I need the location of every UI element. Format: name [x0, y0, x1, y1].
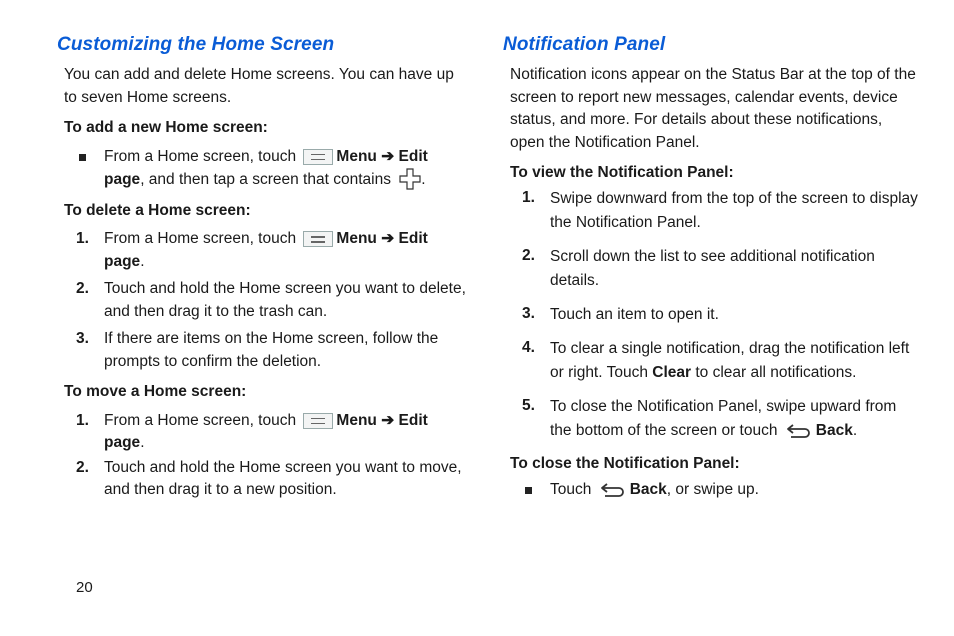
move-home-list	[57, 410, 467, 502]
list-item: 1. From a Home screen, touch Menu ➔ Edit page.	[76, 230, 428, 270]
list-item: 4. To clear a single notification, drag the notification left or right. Touch Clear to clear all notifications.	[522, 338, 910, 381]
delete-home-list	[57, 228, 467, 373]
list-item: Touch Back, or swipe up.	[503, 479, 918, 502]
add-screen-icon	[399, 168, 421, 190]
delete-home-heading: To delete a Home screen:	[64, 201, 251, 219]
list-item: 1. Swipe downward from the top of the screen to display the Notification Panel.	[522, 188, 918, 231]
customizing-intro: You can add and delete Home screens. You can have up to seven Home screens.	[64, 66, 454, 106]
list-item: 5. To close the Notification Panel, swipe upward from the bottom of the screen or touch Back.	[522, 396, 897, 439]
close-panel-heading: To close the Notification Panel:	[510, 454, 740, 472]
menu-icon	[303, 149, 333, 165]
menu-icon	[303, 231, 333, 247]
view-panel-heading: To view the Notification Panel:	[510, 164, 734, 181]
section-title-customizing: Customizing the Home Screen	[57, 34, 335, 55]
back-icon	[785, 422, 813, 440]
view-panel-list	[503, 187, 918, 443]
right-column	[503, 34, 918, 512]
back-icon	[599, 481, 627, 499]
move-home-heading: To move a Home screen:	[64, 383, 247, 400]
list-item: 3. If there are items on the Home screen, follow the prompts to confirm the deletion.	[76, 330, 439, 370]
list-item: From a Home screen, touch Menu ➔ Edit page, and then tap a screen that contains .	[57, 146, 467, 192]
bullet-marker	[79, 154, 86, 161]
add-home-heading: To add a new Home screen:	[64, 119, 268, 136]
add-home-list	[57, 146, 467, 192]
list-item: 2. Scroll down the list to see additional notification details.	[522, 246, 875, 289]
bullet-marker	[525, 487, 532, 494]
menu-icon	[303, 413, 333, 429]
left-column	[57, 34, 467, 507]
list-item: 2. Touch and hold the Home screen you want to move, and then drag it to a new position.	[76, 458, 462, 498]
list-item: 2. Touch and hold the Home screen you want to delete, and then drag it to the trash can.	[76, 280, 466, 320]
close-panel-list	[503, 479, 918, 502]
page-number: 20	[76, 579, 93, 596]
section-title-notification: Notification Panel	[503, 34, 666, 55]
notification-intro: Notification icons appear on the Status Bar at the top of the screen to report new messages, calendar events, device status, and more. For details about these notifications, open the Notification Panel.	[510, 66, 916, 151]
list-item: 3. Touch an item to open it.	[522, 304, 719, 323]
list-item: 1. From a Home screen, touch Menu ➔ Edit page.	[76, 411, 428, 451]
